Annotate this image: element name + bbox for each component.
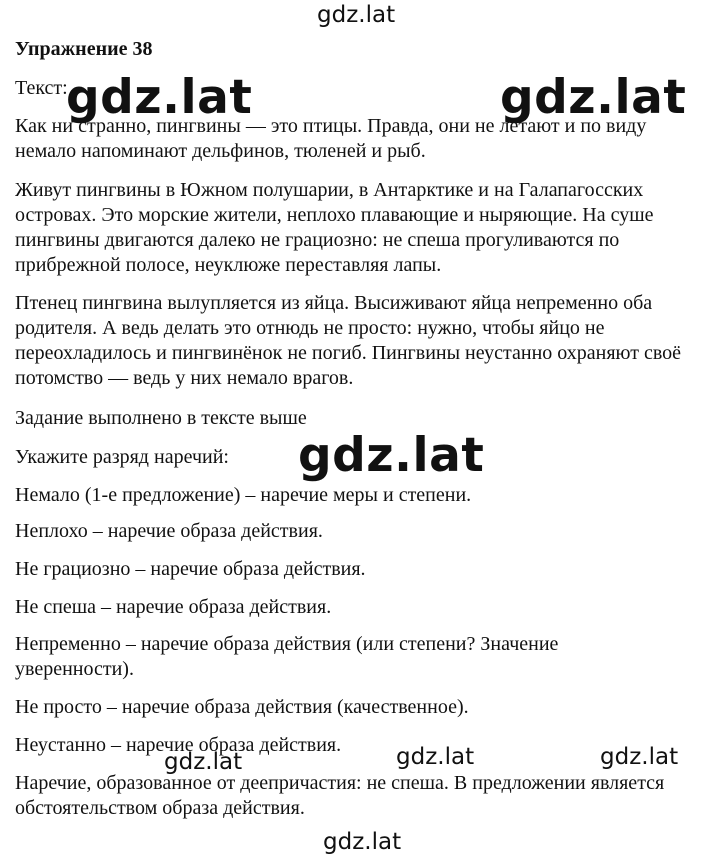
text-line: Живут пингвины в Южном полушарии, в Антарктике и на Галапагосских (15, 179, 644, 201)
answer-1: Немало (1-е предложение) – наречие меры и степени. (15, 484, 472, 506)
text-line: немало напоминают дельфинов, тюленей и рыб. (15, 140, 426, 162)
text-line: родителя. А ведь делать это отнюдь не просто: нужно, чтобы яйцо не (15, 317, 605, 339)
text-label: Текст: (15, 77, 68, 99)
exercise-title: Упражнение 38 (15, 38, 153, 60)
answer-4: Не спеша – наречие образа действия. (15, 596, 332, 618)
answer-2: Неплохо – наречие образа действия. (15, 520, 323, 542)
watermark-lower-right: gdz.lat (600, 744, 679, 770)
text-line: потомство — ведь у них немало врагов. (15, 367, 354, 389)
watermark-bottom: gdz.lat (323, 829, 402, 855)
text-line: переохладилось и пингвинёнок не погиб. Пингвины неустанно охраняют своё (15, 342, 682, 364)
task-done-note: Задание выполнено в тексте выше (15, 407, 307, 429)
task-prompt: Укажите разряд наречий: (15, 446, 229, 468)
answer-3: Не грациозно – наречие образа действия. (15, 558, 366, 580)
watermark-lower-middle: gdz.lat (396, 744, 475, 770)
conclusion-line-2: обстоятельством образа действия. (15, 797, 305, 819)
watermark-center: gdz.lat (298, 428, 485, 483)
answer-6: Не просто – наречие образа действия (качественное). (15, 696, 469, 718)
answer-5-continued: уверенности). (15, 658, 134, 680)
watermark-lower-left: gdz.lat (164, 749, 243, 775)
watermark-top: gdz.lat (317, 2, 396, 28)
watermark-right: gdz.lat (500, 70, 687, 125)
watermark-left: gdz.lat (66, 70, 253, 125)
answer-7: Неустанно – наречие образа действия. (15, 734, 342, 756)
text-line: островах. Это морские жители, неплохо плавающие и ныряющие. На суше (15, 204, 654, 226)
conclusion-line-1: Наречие, образованное от деепричастия: не спеша. В предложении является (15, 772, 665, 794)
text-line: пингвины двигаются далеко не грациозно: не спеша прогуливаются по (15, 229, 620, 251)
answer-5: Непременно – наречие образа действия (или степени? Значение (15, 633, 559, 655)
text-line: прибрежной полосе, неуклюже переставляя лапы. (15, 254, 442, 276)
text-line: Как ни странно, пингвины — это птицы. Правда, они не летают и по виду (15, 115, 647, 137)
text-line: Птенец пингвина вылупляется из яйца. Высиживают яйца непременно оба (15, 292, 653, 314)
